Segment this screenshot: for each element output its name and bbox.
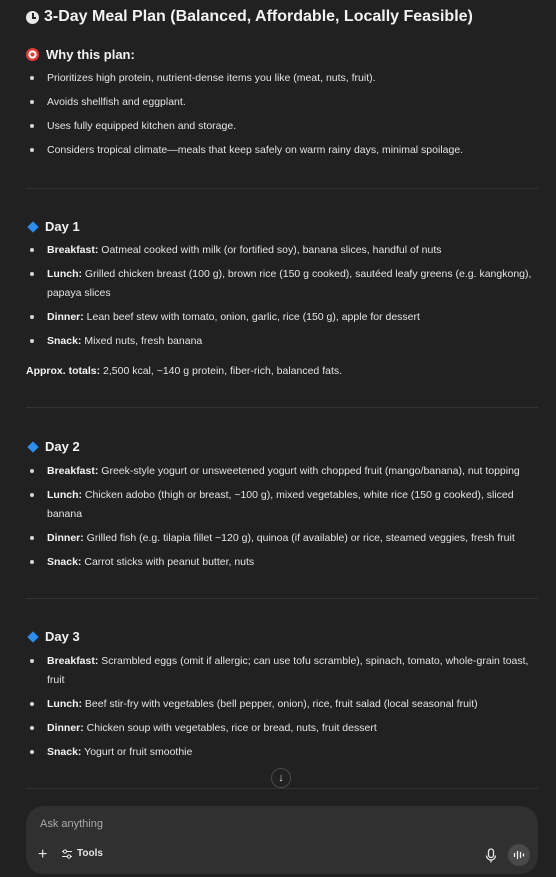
divider	[26, 407, 538, 408]
day-3-heading	[26, 629, 80, 644]
meal-item	[26, 529, 538, 548]
meal-label: Dinner:	[47, 531, 84, 544]
blue-diamond-icon	[27, 221, 38, 232]
meal-text: Grilled chicken breast (100 g), brown rice (150 g cooked), sautéed leafy greens (e.g. kangkong), papaya slices	[47, 268, 532, 299]
day-3-meals	[26, 652, 538, 761]
why-list	[26, 69, 538, 160]
meal-text: Chicken adobo (thigh or breast, ~100 g), mixed vegetables, white rice (150 g cooked), sliced banana	[47, 489, 514, 520]
page-title	[26, 8, 473, 26]
voice-waveform-icon	[513, 850, 525, 860]
meal-text: Beef stir-fry with vegetables (bell pepper, onion), rice, fruit salad (local seasonal fruit)	[82, 697, 478, 710]
meal-item	[26, 265, 538, 302]
day-1-heading-text: Day 1	[45, 219, 80, 234]
meal-item	[26, 652, 538, 689]
meal-label: Dinner:	[47, 310, 84, 323]
plus-icon[interactable]: +	[38, 846, 48, 863]
meal-text: Grilled fish (e.g. tilapia fillet ~120 g), quinoa (if available) or rice, steamed veggies, fresh fruit	[83, 531, 515, 544]
divider	[26, 598, 538, 599]
meal-item	[26, 462, 538, 481]
day-1-totals	[26, 362, 342, 380]
meal-item	[26, 743, 538, 762]
why-heading-text: Why this plan:	[46, 47, 135, 62]
scroll-to-bottom-button[interactable]	[271, 768, 291, 788]
meal-label: Snack:	[47, 555, 82, 568]
meal-item	[26, 553, 538, 572]
day-2-heading	[26, 439, 80, 454]
day-1-meals	[26, 241, 538, 350]
sliders-icon	[62, 849, 72, 859]
day-1-heading	[26, 219, 80, 234]
microphone-icon[interactable]	[484, 848, 498, 864]
meal-text: Scrambled eggs (omit if allergic; can use tofu scramble), spinach, tomato, whole-grain toast, fruit	[47, 655, 529, 686]
blue-diamond-icon	[27, 441, 38, 452]
divider	[26, 788, 538, 789]
meal-label: Breakfast:	[47, 465, 99, 477]
meal-text: Yogurt or fruit smoothie	[81, 745, 193, 758]
meal-item	[26, 486, 538, 523]
totals-label: Approx. totals:	[26, 365, 101, 377]
page-title-text: 3-Day Meal Plan (Balanced, Affordable, Locally Feasible)	[44, 8, 473, 25]
meal-text: Mixed nuts, fresh banana	[81, 334, 203, 347]
list-item: Prioritizes high protein, nutrient-dense items you like (meat, nuts, fruit).	[26, 69, 538, 88]
tools-button[interactable]	[62, 848, 103, 859]
meal-item	[26, 308, 538, 327]
totals-text: 2,500 kcal, ~140 g protein, fiber-rich, balanced fats.	[100, 365, 343, 377]
voice-mode-button[interactable]	[508, 844, 530, 866]
meal-label: Lunch:	[47, 697, 82, 710]
meal-label: Dinner:	[47, 721, 84, 734]
meal-item	[26, 719, 538, 738]
meal-text: Lean beef stew with tomato, onion, garlic, rice (150 g), apple for dessert	[83, 310, 420, 323]
meal-text: Oatmeal cooked with milk (or fortified soy), banana slices, handful of nuts	[98, 244, 442, 256]
meal-text: Greek-style yogurt or unsweetened yogurt with chopped fruit (mango/banana), nut topping	[98, 465, 520, 477]
day-2-meals	[26, 462, 538, 571]
tools-label: Tools	[77, 848, 103, 859]
why-heading	[26, 47, 135, 62]
clock-icon	[26, 11, 39, 24]
meal-label: Snack:	[47, 745, 82, 758]
meal-label: Breakfast:	[47, 655, 99, 667]
meal-item	[26, 695, 538, 714]
day-2-heading-text: Day 2	[45, 439, 80, 454]
blue-diamond-icon	[27, 631, 38, 642]
meal-text: Chicken soup with vegetables, rice or bread, nuts, fruit dessert	[83, 721, 377, 734]
meal-label: Lunch:	[47, 268, 82, 280]
meal-item	[26, 332, 538, 351]
divider	[26, 188, 538, 189]
composer	[26, 806, 538, 874]
list-item: Uses fully equipped kitchen and storage.	[26, 117, 538, 136]
target-icon	[26, 48, 39, 61]
prompt-input[interactable]	[40, 816, 470, 832]
day-3-heading-text: Day 3	[45, 629, 80, 644]
meal-text: Carrot sticks with peanut butter, nuts	[81, 555, 255, 568]
arrow-down-icon: ↓	[278, 772, 284, 784]
meal-label: Snack:	[47, 334, 82, 347]
meal-item	[26, 241, 538, 260]
list-item: Considers tropical climate—meals that keep safely on warm rainy days, minimal spoilage.	[26, 141, 538, 160]
list-item: Avoids shellfish and eggplant.	[26, 93, 538, 112]
meal-label: Breakfast:	[47, 244, 99, 256]
meal-label: Lunch:	[47, 489, 82, 501]
